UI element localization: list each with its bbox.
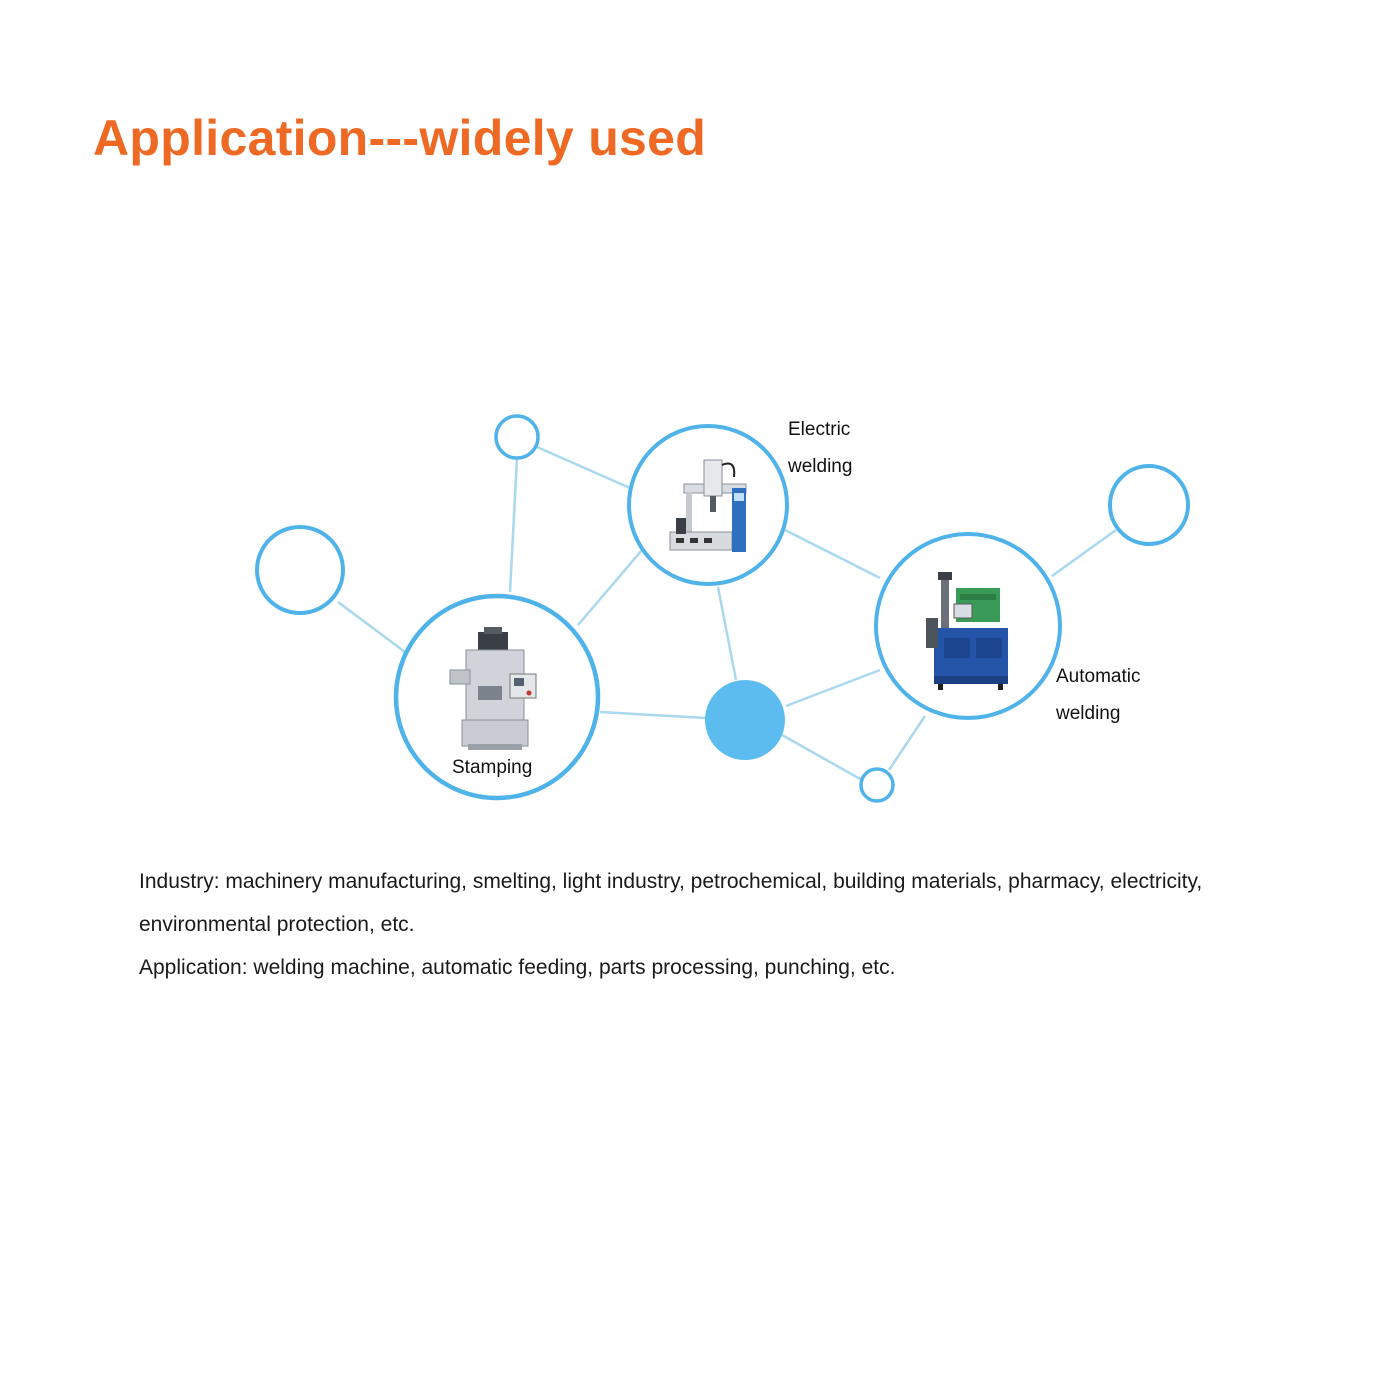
- node-automatic-welding: [876, 534, 1140, 724]
- connector-line: [578, 550, 642, 625]
- description-block: [139, 860, 1319, 989]
- connector-line: [600, 712, 706, 718]
- connector-line: [889, 716, 925, 770]
- page-title: Application---widely used: [93, 110, 707, 166]
- node-label: welding: [788, 456, 853, 477]
- decorative-ring: [496, 416, 538, 458]
- node-label: Stamping: [452, 757, 533, 778]
- connector-line: [785, 530, 880, 578]
- connector-line: [510, 458, 517, 592]
- application-text: Application: welding machine, automatic feeding, parts processing, punching, etc.: [139, 956, 896, 979]
- industry-text: Industry: machinery manufacturing, smelting, light industry, petrochemical, building materials, pharmacy, electricity, environmental protection, etc.: [139, 870, 1203, 936]
- connector-line: [537, 447, 630, 488]
- decorative-ring: [257, 527, 343, 613]
- connector-line: [1052, 530, 1116, 576]
- decorative-ring: [1110, 466, 1188, 544]
- node-label: welding: [1056, 703, 1121, 724]
- node-label: Electric: [788, 419, 851, 440]
- node-electric-welding: [629, 419, 852, 584]
- hub-node: [705, 680, 785, 760]
- decorative-ring: [861, 769, 893, 801]
- node-stamping: [396, 596, 598, 798]
- node-label: Automatic: [1056, 666, 1141, 687]
- connector-line: [718, 587, 736, 680]
- connector-line: [786, 670, 880, 706]
- connector-line: [782, 735, 862, 780]
- connector-line: [338, 602, 405, 652]
